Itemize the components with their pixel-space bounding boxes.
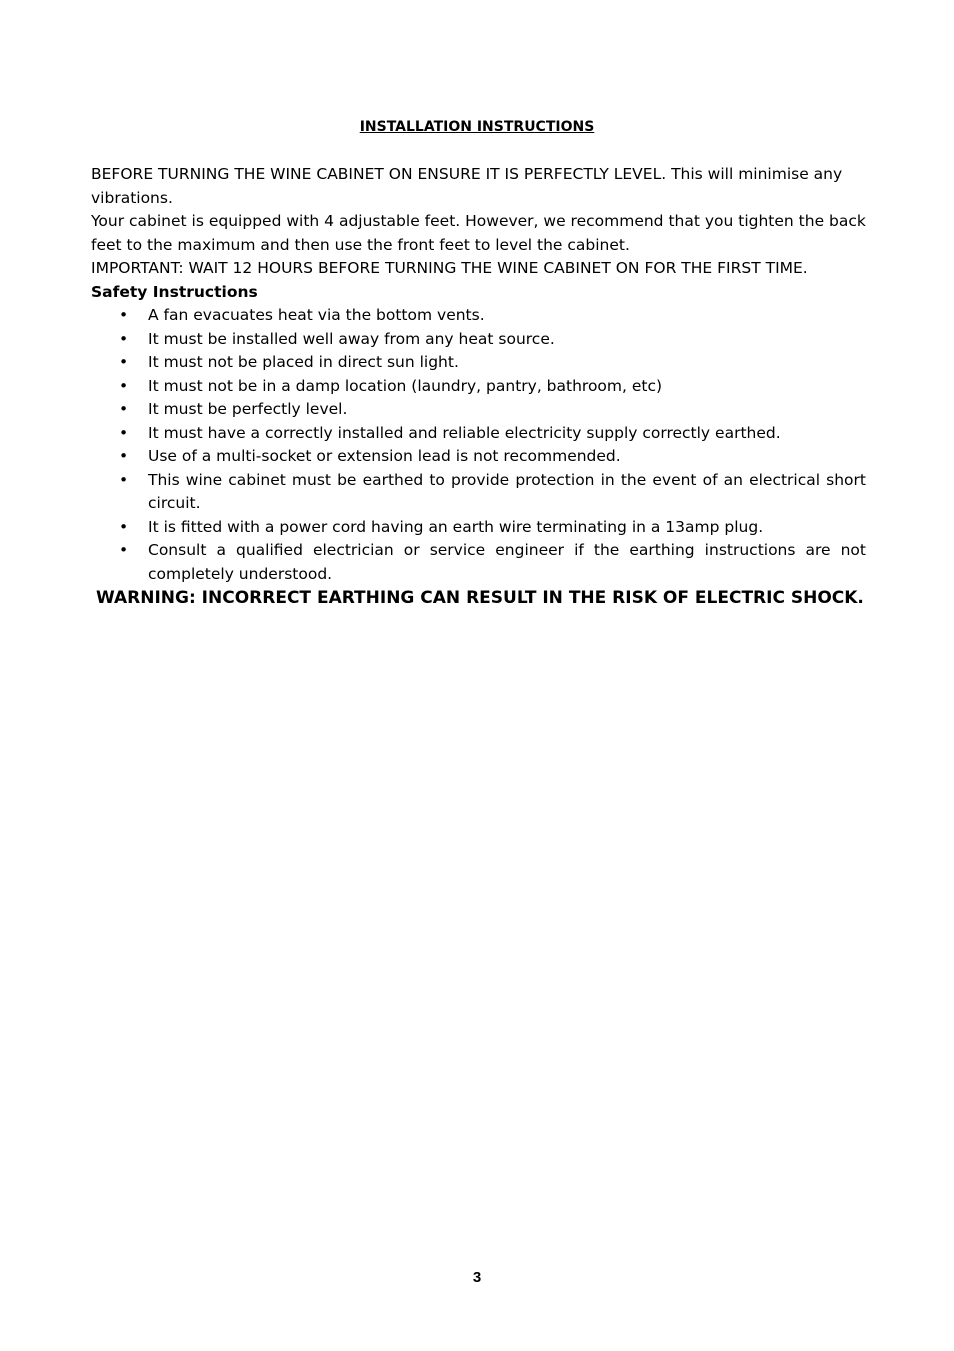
list-item-text: It is fitted with a power cord having an earth wire terminating in a 13amp plug.: [148, 517, 764, 536]
bullet-icon: •: [119, 541, 129, 559]
bullet-icon: •: [119, 376, 129, 395]
list-item: [91, 304, 866, 328]
safety-heading: Safety Instructions: [91, 282, 258, 301]
list-item: [91, 422, 866, 446]
list-item-text: It must be perfectly level.: [148, 400, 348, 418]
list-item: [91, 539, 866, 586]
paragraph-important-wait: IMPORTANT: WAIT 12 HOURS BEFORE TURNING THE WINE CABINET ON FOR THE FIRST TIME.: [91, 259, 808, 277]
list-item: [91, 375, 866, 399]
page-title: INSTALLATION INSTRUCTIONS: [359, 119, 595, 135]
bullet-icon: •: [119, 353, 129, 371]
bullet-icon: •: [119, 400, 129, 418]
list-item-text: It must not be in a damp location (laundry, pantry, bathroom, etc): [148, 376, 663, 395]
list-item-text: It must be installed well away from any heat source.: [148, 329, 555, 348]
list-item: [91, 469, 866, 516]
list-item-text: It must not be placed in direct sun light.: [148, 353, 459, 371]
list-item-text: Consult a qualified electrician or service engineer if the earthing instructions are not completely understood.: [148, 541, 866, 583]
list-item: [91, 398, 866, 422]
list-item: [91, 328, 866, 352]
list-item-text: This wine cabinet must be earthed to provide protection in the event of an electrical short circuit.: [148, 470, 866, 512]
list-item-text: Use of a multi-socket or extension lead is not recommended.: [148, 447, 621, 465]
paragraph-level-notice: BEFORE TURNING THE WINE CABINET ON ENSURE IT IS PERFECTLY LEVEL. This will minimise any vibrations.: [91, 165, 843, 207]
bullet-icon: •: [119, 447, 129, 465]
list-item: [91, 351, 866, 375]
list-item-text: It must have a correctly installed and reliable electricity supply correctly earthed.: [148, 423, 781, 442]
bullet-icon: •: [119, 470, 129, 489]
bullet-icon: •: [119, 306, 129, 324]
list-item-text: A fan evacuates heat via the bottom vents.: [148, 306, 485, 324]
bullet-icon: •: [119, 517, 129, 536]
warning-notice: WARNING: INCORRECT EARTHING CAN RESULT IN THE RISK OF ELECTRIC SHOCK.: [96, 588, 864, 608]
list-item: [91, 445, 866, 469]
bullet-icon: •: [119, 329, 129, 348]
paragraph-adjustable-feet: Your cabinet is equipped with 4 adjustable feet. However, we recommend that you tighten the back feet to the maximum and then use the front feet to level the cabinet.: [91, 212, 866, 254]
safety-list: [91, 304, 866, 586]
document-body: [91, 163, 866, 586]
page-number: 3: [472, 1269, 482, 1286]
bullet-icon: •: [119, 423, 129, 442]
list-item: [91, 516, 866, 540]
